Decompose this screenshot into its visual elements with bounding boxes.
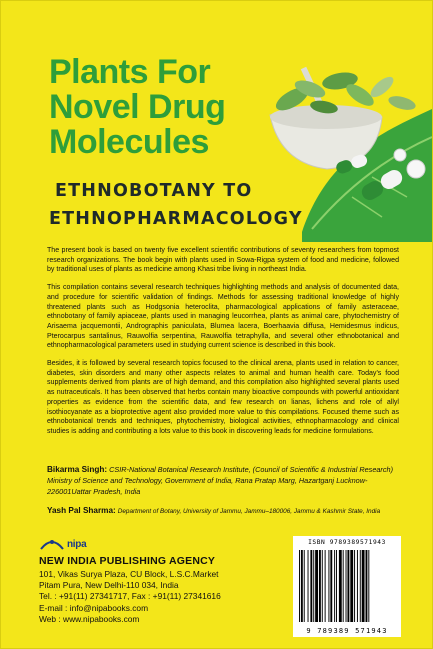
address-line: E-mail : info@nipabooks.com — [39, 602, 149, 613]
barcode-digits: 9 789389 571943 — [306, 627, 388, 635]
publisher-logo-text: nipa — [67, 538, 87, 550]
editor-affiliation: Department of Botany, University of Jammu, Jammu–180006, Jammu & Kashmir State, India — [117, 508, 381, 515]
barcode-bars — [299, 550, 395, 622]
nipa-logo-icon — [39, 537, 65, 551]
subtitle-line: ETHNOPHARMACOLOGY — [49, 209, 303, 229]
herbs-capsules-illustration — [232, 37, 432, 242]
description-paragraph: This compilation contains several research techniques highlighting methods and analysis of documented data, and procedure for scientific validation of findings. Methods for assessing traditional knowledge of highly threatened plants such as Hodgsonia heteroclita, pharmacological applications of family asteraceae, ethnobotany of family apiaceae, plants used in managing leucorrhea, plants as animal care, phytochemistry of Arisaema jacquemontii, Andrographis paniculata, Blumea lacera, Boerhaavia diffusa, Hemidesmus indicus, Pterocarpus santalinus, Rauwolfia serpentina, Rauwolfia tetraphylla, and several other ethnobotanical and ethnopharmacological parameters used in studying current science is described in this book. — [47, 284, 399, 350]
address-line: Tel. : +91(11) 27341717, Fax : +91(11) 27341616 — [39, 591, 221, 602]
address-line: Pitam Pura, New Delhi-110 034, India — [39, 580, 179, 591]
editors-section — [47, 464, 399, 525]
title-line: Novel Drug — [49, 88, 226, 126]
publisher-name: NEW INDIA PUBLISHING AGENCY — [39, 555, 216, 567]
title-line: Molecules — [49, 123, 209, 161]
publisher-block — [39, 537, 279, 625]
title-line: Plants For — [49, 53, 211, 91]
address-line: 101, Vikas Surya Plaza, CU Block, L.S.C.Market — [39, 569, 219, 579]
description-paragraph: The present book is based on twenty five excellent scientific contributions of seventy researchers from topmost research organizations. The book begin with plants used in Sowa-Rigpa system of food and medicine, followed by traditional uses of plants as medicine among Khasi tribe living in northeast India. — [47, 247, 399, 274]
editor-name: Yash Pal Sharma — [47, 506, 113, 515]
editor-entry: Bikarma Singh: CSIR-National Botanical Research Institute, (Council of Scientific & Industrial Research) Ministry of Science and Technology, Government of India, Rana Pratap Marg, Hazartganj Lucknow-226001Uattar Pradesh, India — [47, 465, 394, 496]
subtitle-line: ETHNOBOTANY TO — [55, 181, 253, 201]
book-description — [47, 246, 399, 445]
publisher-address — [39, 569, 279, 625]
isbn-barcode — [293, 536, 401, 637]
isbn-label: ISBN 9789389571943 — [308, 539, 386, 546]
description-paragraph: Besides, it is followed by several research topics focused to the clinical arena, plants used in relation to cancer, diabetes, skin disorders and many other aspects relates to animal and human health care. Today's food supplements derived from plants are of high demand, and this compilation also highlighted several plants used as nutraceuticals. It has been observed that herbs contain many bioactive compounds with powerful antioxidant properties as evidence from the scientific data, and few research on lianas, lichens and role of allyl isothiocyanate as a bioprotective agent also provided more value to this compilations. Focused theme such as ethnobotanical trends and techniques, phytochemistry, biological activities, ethnopharmacology and clinical studies is adding and contributing a lots value to this book in discovering leads for medicine formulations. — [47, 360, 399, 435]
editor-affiliation: CSIR-National Botanical Research Institute, (Council of Scientific & Industrial Research) Ministry of Science and Technology, Government of India, Rana Pratap Marg, Hazartganj Lucknow-226001Uattar Pradesh, India — [47, 465, 394, 496]
publisher-logo — [39, 537, 279, 551]
editor-entry: Yash Pal Sharma: Department of Botany, University of Jammu, Jammu–180006, Jammu & Kashmir State, India — [47, 506, 381, 515]
address-line: Web : www.nipabooks.com — [39, 613, 140, 624]
editor-name: Bikarma Singh — [47, 465, 105, 474]
